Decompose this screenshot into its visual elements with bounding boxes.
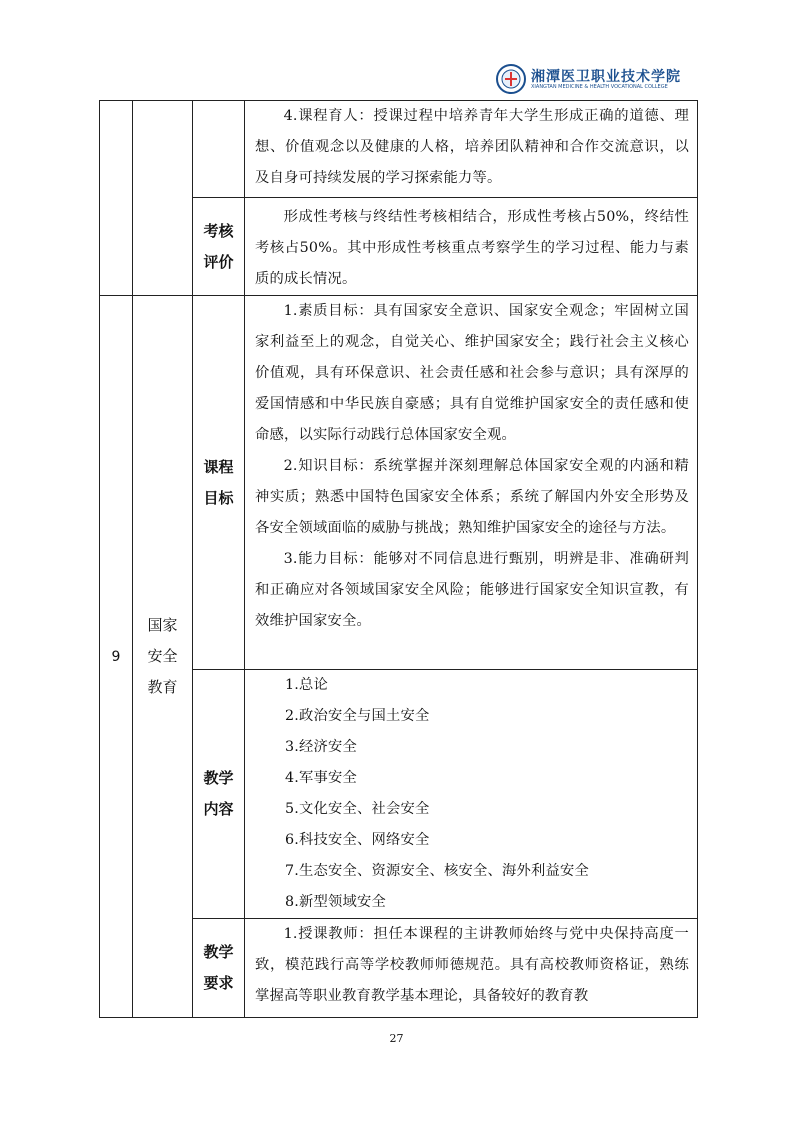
eval-body-cell	[245, 198, 698, 296]
prev-body-text: 4.课程育人：授课过程中培养青年大学生形成正确的道德、理想、价值观念以及健康的人格，培养团队精神和合作交流意识，以及自身可持续发展的学习探索能力等。	[255, 108, 689, 186]
prev-number-cell	[100, 101, 133, 296]
content-item: 5.文化安全、社会安全	[285, 801, 430, 817]
prev-name-cell	[133, 101, 193, 296]
eval-label: 考核评价	[193, 198, 245, 296]
goal-body-cell	[245, 296, 698, 670]
req-text: 1.授课教师：担任本课程的主讲教师始终与党中央保持高度一致，模范践行高等学校教师师德规范。具有高校教师资格证，熟练掌握高等职业教育教学基本理论，具备较好的教育教	[255, 926, 689, 1004]
table-row	[100, 296, 698, 670]
course-name: 国家安全教育	[133, 296, 193, 1018]
content-item: 1.总论	[285, 677, 329, 693]
eval-text: 形成性考核与终结性考核相结合，形成性考核占50%，终结性考核占50%。其中形成性考核重点考察学生的学习过程、能力与素质的成长情况。	[255, 209, 689, 287]
course-table	[99, 100, 698, 1018]
page-number: 27	[389, 1032, 404, 1045]
content-item: 2.政治安全与国土安全	[285, 708, 430, 724]
goal-item: 3.能力目标：能够对不同信息进行甄别，明辨是非、准确研判和正确应对各领域国家安全风险；能够进行国家安全知识宣教，有效维护国家安全。	[255, 551, 689, 629]
school-name: 湘潭医卫职业技术学院	[531, 69, 681, 85]
content-label: 教学内容	[193, 670, 245, 919]
goal-item: 1.素质目标：具有国家安全意识、国家安全观念；牢固树立国家利益至上的观念，自觉关心、维护国家安全；践行社会主义核心价值观，具有环保意识、社会责任感和社会参与意识；具有深厚的爱国情感和中华民族自豪感；具有自觉维护国家安全的责任感和使命感，以实际行动践行总体国家安全观。	[255, 303, 689, 443]
content-item: 4.军事安全	[285, 770, 358, 786]
content-body-cell	[245, 670, 698, 919]
req-body-cell	[245, 919, 698, 1018]
course-number: 9	[100, 296, 133, 1018]
content-item: 8.新型领域安全	[285, 894, 387, 910]
content-item: 6.科技安全、网络安全	[285, 832, 430, 848]
goal-label: 课程目标	[193, 296, 245, 670]
goal-item: 2.知识目标：系统掌握并深刻理解总体国家安全观的内涵和精神实质；熟悉中国特色国家安全体系；系统了解国内外安全形势及各安全领域面临的威胁与挑战；熟知维护国家安全的途径与方法。	[255, 458, 689, 536]
prev-category-cell	[193, 101, 245, 198]
table-row	[100, 101, 698, 198]
school-name-en: XIANGTAN MEDICINE & HEALTH VOCATIONAL COLLEGE	[531, 84, 668, 90]
school-logo-icon	[496, 64, 526, 94]
prev-body-cell	[245, 101, 698, 198]
content-item: 3.经济安全	[285, 739, 358, 755]
req-label: 教学要求	[193, 919, 245, 1018]
content-item: 7.生态安全、资源安全、核安全、海外利益安全	[285, 863, 589, 879]
page-header	[496, 64, 696, 96]
